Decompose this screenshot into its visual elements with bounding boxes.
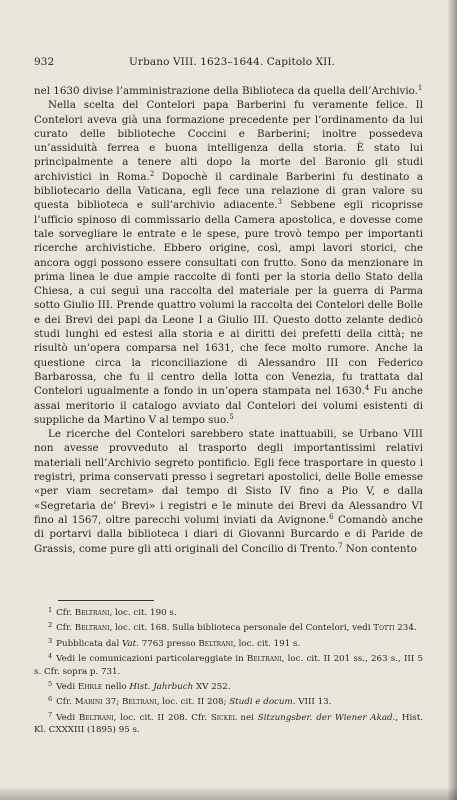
- text-run: Vedi: [56, 712, 79, 723]
- author-name: Totti: [373, 623, 395, 634]
- footnote-reference: 7: [338, 541, 343, 550]
- author-name: Beltrani: [74, 608, 110, 618]
- page-header: [34, 56, 423, 72]
- footnote-rule: [58, 600, 154, 601]
- text-run: VIII 13.: [295, 697, 332, 708]
- text-run: Cfr.: [56, 608, 75, 618]
- footnote-number: 5: [48, 680, 53, 689]
- text-run: Comandò anche di portarvi dalla biblioteca i diari di Giovanni Burcardo e di Paride de Grassis, come pure gli atti originali del Concilio di Trento.: [34, 513, 423, 555]
- text-run: , loc. cit. II 201 ss., 263 s., III 5 s. Cfr. sopra p. 731.: [34, 654, 424, 677]
- text-run: Vedi le comunicazioni particolareggiate in: [56, 654, 247, 665]
- text-run: XV 252.: [193, 682, 231, 693]
- page-bottom-shadow: [0, 786, 457, 800]
- author-name: Beltrani: [74, 623, 110, 634]
- text-run: , Hist. Kl. CXXXIII (1895) 95 s.: [34, 712, 423, 736]
- text-run: , loc. cit. II 208. Cfr.: [113, 712, 211, 723]
- text-run: Cfr.: [56, 697, 75, 708]
- footnote-number: 2: [48, 621, 53, 630]
- text-run: , loc. cit. II 208;: [156, 697, 230, 708]
- footnotes: [34, 604, 423, 737]
- footnote: [34, 693, 423, 708]
- text-run: nei: [236, 712, 258, 723]
- paragraph: [34, 98, 423, 427]
- footnote-reference: 6: [329, 512, 334, 521]
- running-title: Urbano VIII. 1623–1644. Capitolo XII.: [129, 56, 336, 68]
- text-run: 37;: [102, 697, 122, 708]
- text-run: , loc. cit. 190 s.: [109, 608, 177, 618]
- text-run: Pubblicata dal: [56, 638, 123, 649]
- text-run: Dopochè il cardinale Barberini fu destinato a bibliotecario della Vaticana, egli fece una relazione di gran valore su questa biblioteca e sull’archivio adiacente.: [34, 170, 423, 212]
- text-run: Non contento: [342, 542, 417, 555]
- text-run: 234.: [394, 623, 417, 634]
- text-run: nello: [102, 682, 130, 693]
- page-edge-shadow: [447, 0, 457, 800]
- text-run: nel 1630 divise l’amministrazione della Biblioteca da quella dell’Archivio.: [34, 85, 418, 97]
- footnote-reference: 3: [277, 198, 283, 207]
- footnote: [34, 650, 423, 678]
- text-run: , loc. cit. 191 s.: [233, 638, 301, 649]
- page-number: 932: [34, 56, 55, 68]
- italic-title: Vat.: [122, 638, 139, 649]
- footnote-number: 1: [48, 606, 53, 614]
- paragraph: [34, 427, 423, 556]
- footnote-reference: 1: [417, 84, 423, 92]
- text-run: Fu anche assai meritorio il catalogo avviato dal Contelori dei volumi esistenti di suppliche da Martino V al tempo suo.: [34, 385, 423, 426]
- footnote-number: 3: [48, 636, 53, 645]
- footnote: [34, 709, 423, 737]
- footnote-reference: 2: [149, 169, 155, 178]
- footnote-reference: 5: [229, 412, 234, 421]
- paragraph: [34, 84, 423, 98]
- body-text: [34, 84, 423, 556]
- italic-title: Sitzungsber. der Wiener Akad.: [257, 712, 396, 723]
- author-name: Beltrani: [78, 712, 114, 723]
- footnote-number: 6: [48, 695, 53, 704]
- author-name: Marini: [74, 697, 103, 708]
- footnote: [34, 619, 423, 634]
- italic-title: Studi e docum.: [229, 697, 296, 708]
- text-run: 7763 presso: [138, 638, 199, 649]
- text-run: Nella scelta del Contelori papa Barberini fu veramente felice. Il Contelori aveva già una formazione precedente per l’ordinamento da lui curato delle biblioteche Coccini e Barberini; inoltre possedeva un’assiduità ferrea e buona intelligenza della storia. È stato lui principalmente a tenere alti dopo la morte del Baronio gli studi archivistici in Roma.: [34, 99, 423, 183]
- author-name: Ehrle: [77, 682, 103, 693]
- text-run: , loc. cit. 168. Sulla biblioteca personale del Contelori, vedi: [109, 623, 374, 634]
- author-name: Sickel: [210, 712, 237, 723]
- italic-title: Hist. Jahrbuch: [129, 682, 194, 693]
- footnote: [34, 635, 423, 650]
- author-name: Beltrani: [122, 697, 157, 708]
- text-run: Le ricerche del Contelori sarebbero state inattuabili, se Urbano VIII non avesse provveduto al trasporto degli importantissimi relativi materiali nell’Archivio segreto pontificio. Egli fece trasportare in questo i registri, prima conservati presso i segretari apostolici, delle Bolle emesse «per viam secretam» dal tempo di Sisto IV fino a Pio V, e dalla «Segretaria de’ Brevi» i registri e le minute dei Brevi da Alessandro VI fino al 1567, oltre parecchi volumi inviati da Avignone.: [34, 428, 423, 526]
- footnote-number: 7: [48, 710, 53, 719]
- footnote-number: 4: [48, 652, 53, 661]
- text-run: Sebbene egli ricoprisse l’ufficio spinoso di commissario della Camera apostolica, e dovesse come tale sorvegliare le entrate e le spese, pure trovò tempo per importanti ricerche archivistiche. Ebbero origine, così, ampi lavori storici, che ancora oggi possono essere consultati con frutto. Sono da menzionare in prima linea le due ampie raccolte di fonti per la storia dello Stato della Chiesa, a cui seguì una raccolta del materiale per la guerra di Parma sotto Giulio III. Prende quattro volumi la raccolta dei Contelori delle Bolle e dei Brevi dei papi da Leone I a Giulio III. Questo dotto zelante dedicò studi lunghi ed estesi alla storia e ai diritti dei prefetti della città; ne risultò un’opera comparsa nel 1631, che fece molto rumore. Anche la questione circa la riconciliazione di Alessandro III con Federico Barbarossa, che fu il centro della lotta con Venezia, fu trattata dal Contelori ugualmente a fondo in un’opera stampata nel 1630.: [34, 199, 423, 398]
- footnote-reference: 4: [364, 384, 370, 393]
- text-run: Vedi: [56, 682, 78, 693]
- author-name: Beltrani: [198, 638, 234, 649]
- text-run: Cfr.: [56, 623, 75, 634]
- author-name: Beltrani: [246, 654, 282, 665]
- footnote: [34, 604, 423, 619]
- footnote: [34, 678, 423, 693]
